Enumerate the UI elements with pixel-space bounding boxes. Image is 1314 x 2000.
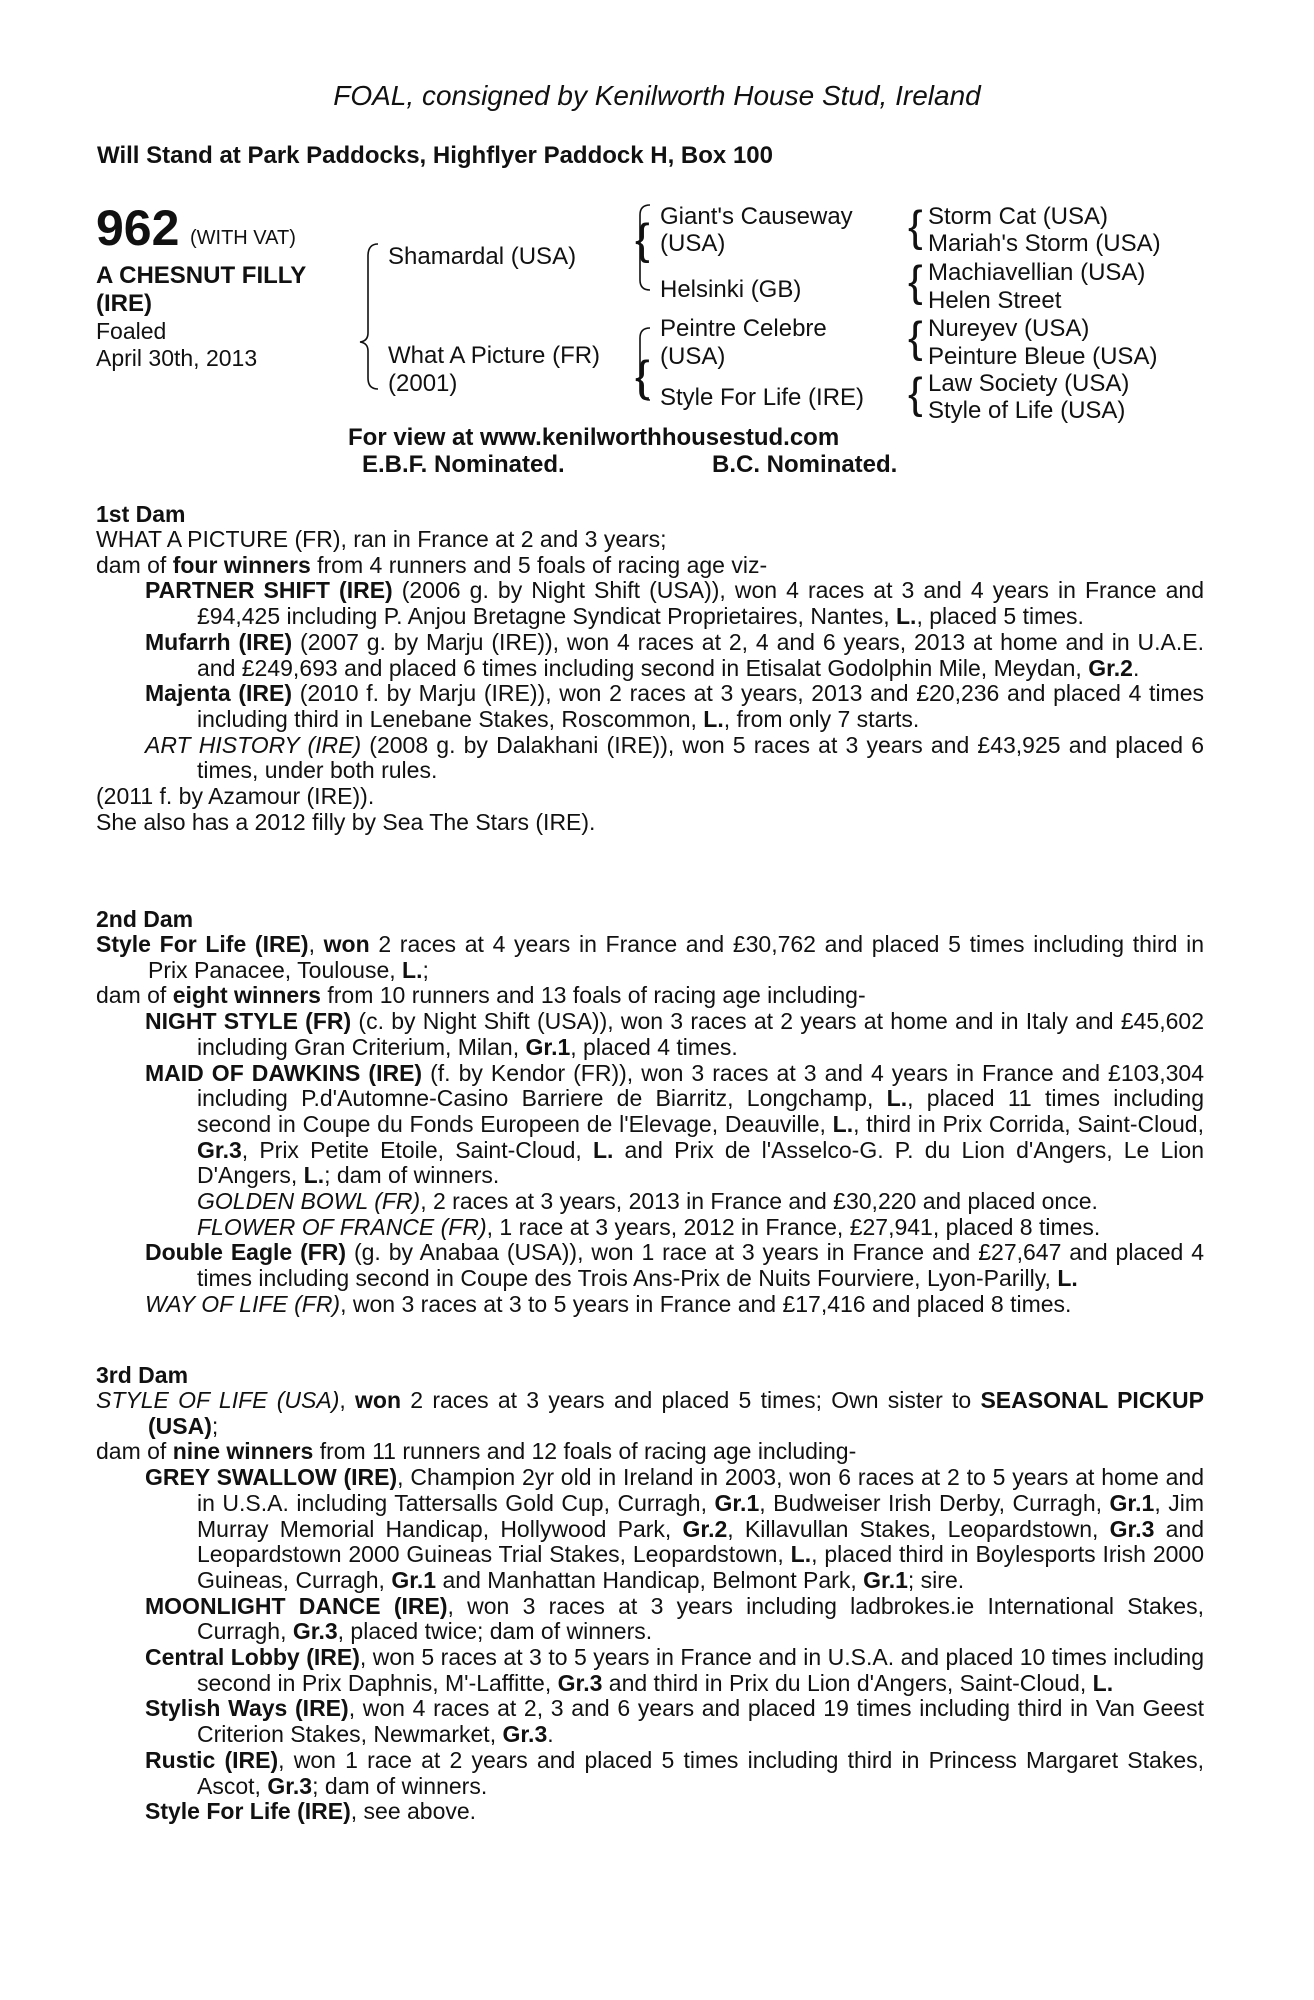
dam-name: What A Picture (FR) [388, 342, 601, 369]
brace-sire-sire: { [635, 215, 650, 264]
sire-sire-line2: (USA) [660, 230, 726, 257]
dam-sire-line2: (USA) [660, 343, 726, 370]
consignment-heading: FOAL, consigned by Kenilworth House Stud, Ireland [333, 80, 981, 111]
foaled-date: April 30th, 2013 [96, 345, 258, 371]
foaled-label: Foaled [96, 318, 167, 344]
great-grandsire-3: Nureyev (USA) [928, 315, 1090, 342]
third-dam-body: STYLE OF LIFE (USA), won 2 races at 3 years and placed 5 times; Own sister to SEASONAL PICKUP (USA); dam of nine winners from 11 runners and 12 foals of racing age including- GREY SWALLOW (IRE), Champion 2yr old in Ireland in 2003, won 6 races at 2 to 5 years at home and in U.S.A. including Tattersalls Gold Cup, Curragh, Gr.1, Budweiser Irish Derby, Curragh, Gr.1, Jim Murray Memorial Handicap, Hollywood Park, Gr.2, Killavullan Stakes, Leopardstown, Gr.3 and Leopardstown 2000 Guineas Trial Stakes, Leopardstown, L., placed third in Boylesports Irish 2000 Guineas, Curragh, Gr.1 and Manhattan Handicap, Belmont Park, Gr.1; sire. MOONLIGHT DANCE (IRE), won 3 races at 3 years including ladbrokes.ie International Stakes, Curragh, Gr.3, placed twice; dam of winners. Central Lobby (IRE), won 5 races at 3 to 5 years in France and in U.S.A. and placed 10 times including second in Prix Daphnis, M'-Laffitte, Gr.3 and third in Prix du Lion d'Angers, Saint-Cloud, L. Stylish Ways (IRE), won 4 races at 2, 3 and 6 years and placed 19 times including third in Van Geest Criterion Stakes, Newmarket, Gr.3. Rustic (IRE), won 1 race at 2 years and placed 5 times including third in Princess Margaret Stakes, Ascot, Gr.3; dam of winners. Style For Life (IRE), see above. [96, 1387, 1205, 1825]
sire-sire-line1: Giant's Causeway [660, 203, 853, 230]
produce-entry: Style For Life (IRE), see above. [145, 1798, 477, 1825]
vat-note: (WITH VAT) [190, 227, 296, 249]
first-dam-closing: She also has a 2012 filly by Sea The Stars (IRE). [96, 808, 596, 835]
lot-name-line2: (IRE) [96, 290, 152, 317]
produce-entry: Majenta (IRE) (2010 f. by Marju (IRE)), won 2 races at 3 years, 2013 and £20,236 and placed 4 times including third in Lenebane Stakes, Roscommon, L., from only 7 starts. [145, 680, 1205, 732]
first-dam-heading: 1st Dam [96, 501, 186, 527]
first-dam-intro: WHAT A PICTURE (FR), ran in France at 2 and 3 years; [96, 526, 667, 552]
produce-entry: PARTNER SHIFT (IRE) (2006 g. by Night Shift (USA)), won 4 races at 3 and 4 years in France and £94,425 including P. Anjou Bretagne Syndicat Proprietaires, Nantes, L., placed 5 times. [145, 577, 1204, 630]
brace-g2: { [908, 257, 923, 306]
lot-number: 962 [96, 200, 180, 256]
great-granddam-4: Style of Life (USA) [928, 397, 1126, 424]
dam-sire-line1: Peintre Celebre [660, 315, 827, 342]
second-dam-heading: 2nd Dam [96, 906, 194, 932]
first-dam-body: WHAT A PICTURE (FR), ran in France at 2 and 3 years; dam of four winners from 4 runners and 5 foals of racing age viz- PARTNER SHIFT (IRE) (2006 g. by Night Shift (USA)), won 4 races at 3 and 4 years in France and £94,425 including P. Anjou Bretagne Syndicat Proprietaires, Nantes, L., placed 5 times. Mufarrh (IRE) (2007 g. by Marju (IRE)), won 4 races at 2, 4 and 6 years, 2013 at home and in U.A.E. and £249,693 and placed 6 times including second in Etisalat Godolphin Mile, Meydan, Gr.2. Majenta (IRE) (2010 f. by Marju (IRE)), won 2 races at 3 years, 2013 and £20,236 and placed 4 times including third in Lenebane Stakes, Roscommon, L., from only 7 starts. ART HISTORY (IRE) (2008 g. by Dalakhani (IRE)), won 5 races at 3 years and £43,925 and placed 6 times, under both rules. (2011 f. by Azamour (IRE)). She also has a 2012 filly by Sea The Stars (IRE). [96, 526, 1205, 835]
bc-nominated: B.C. Nominated. [712, 451, 898, 478]
produce-entry: Central Lobby (IRE), won 5 races at 3 to 5 years in France and in U.S.A. and placed 10 times including second in Prix Daphnis, M'-Laffitte, Gr.3 and third in Prix du Lion d'Angers, Saint-Cloud, L. [145, 1644, 1204, 1696]
produce-entry: Stylish Ways (IRE), won 4 races at 2, 3 and 6 years and placed 19 times including third in Van Geest Criterion Stakes, Newmarket, Gr.3. [145, 1695, 1204, 1748]
produce-entry: NIGHT STYLE (FR) (c. by Night Shift (USA)), won 3 races at 2 years at home and in Italy and £45,602 including Gran Criterium, Milan, Gr.1, placed 4 times. [145, 1008, 1204, 1060]
produce-entry: MOONLIGHT DANCE (IRE), won 3 races at 3 years including ladbrokes.ie International Stakes, Curragh, Gr.3, placed twice; dam of winners. [145, 1592, 1204, 1645]
produce-entry: Rustic (IRE), won 1 race at 2 years and placed 5 times including third in Princess Margaret Stakes, Ascot, Gr.3; dam of winners. [145, 1746, 1204, 1799]
brace-dam-sire: { [635, 352, 650, 401]
produce-entry: Mufarrh (IRE) (2007 g. by Marju (IRE)), won 4 races at 2, 4 and 6 years, 2013 at home and in U.A.E. and £249,693 and placed 6 times including second in Etisalat Godolphin Mile, Meydan, Gr.2. [145, 628, 1204, 681]
produce-entry: ART HISTORY (IRE) (2008 g. by Dalakhani (IRE)), won 5 races at 3 years and £43,925 and placed 6 times, under both rules. [145, 731, 1204, 784]
produce-entry: (2011 f. by Azamour (IRE)). [96, 783, 375, 810]
great-granddam-2: Helen Street [928, 287, 1062, 314]
great-grandsire-2: Machiavellian (USA) [928, 259, 1146, 286]
produce-entry: MAID OF DAWKINS (IRE) (f. by Kendor (FR)), won 3 races at 3 and 4 years in France and £103,304 including P.d'Automne-Casino Barriere de Biarritz, Longchamp, L., placed 11 times including second in Coupe du Fonds Europeen de l'Elevage, Deauville, L., third in Prix Corrida, Saint-Cloud, Gr.3, Prix Petite Etoile, Saint-Cloud, L. and Prix de l'Asselco-G. P. du Lion d'Angers, Le Lion D'Angers, L.; dam of winners. [145, 1059, 1205, 1189]
produce-entry: Double Eagle (FR) (g. by Anabaa (USA)), won 1 race at 3 years in France and £27,647 and placed 4 times including second in Coupe des Trois Ans-Prix de Nuits Fourviere, Lyon-Parilly, L. [145, 1239, 1204, 1292]
great-granddam-1: Mariah's Storm (USA) [928, 230, 1161, 257]
produce-entry: GOLDEN BOWL (FR), 2 races at 3 years, 2013 in France and £30,220 and placed once. [197, 1188, 1098, 1215]
brace-g1: { [908, 202, 923, 251]
great-granddam-3: Peinture Bleue (USA) [928, 343, 1158, 370]
sire-dam: Helsinki (GB) [660, 276, 802, 303]
bracket-parents [360, 244, 378, 389]
second-dam-body: Style For Life (IRE), won 2 races at 4 years in France and £30,762 and placed 5 times including third in Prix Panacee, Toulouse, L.; dam of eight winners from 10 runners and 13 foals of racing age including- NIGHT STYLE (FR) (c. by Night Shift (USA)), won 3 races at 2 years at home and in Italy and £45,602 including Gran Criterium, Milan, Gr.1, placed 4 times. MAID OF DAWKINS (IRE) (f. by Kendor (FR)), won 3 races at 3 and 4 years in France and £103,304 including P.d'Automne-Casino Barriere de Biarritz, Longchamp, L., placed 11 times including second in Coupe du Fonds Europeen de l'Elevage, Deauville, L., third in Prix Corrida, Saint-Cloud, Gr.3, Prix Petite Etoile, Saint-Cloud, L. and Prix de l'Asselco-G. P. du Lion d'Angers, Le Lion D'Angers, L.; dam of winners. GOLDEN BOWL (FR), 2 races at 3 years, 2013 in France and £30,220 and placed once. FLOWER OF FRANCE (FR), 1 race at 3 years, 2012 in France, £27,941, placed 8 times. Double Eagle (FR) (g. by Anabaa (USA)), won 1 race at 3 years in France and £27,647 and placed 4 times including second in Coupe des Trois Ans-Prix de Nuits Fourviere, Lyon-Parilly, L. WAY OF LIFE (FR), won 3 races at 3 to 5 years in France and £17,416 and placed 8 times. [96, 931, 1205, 1317]
produce-entry: GREY SWALLOW (IRE), Champion 2yr old in Ireland in 2003, won 6 races at 2 to 5 years at home and in U.S.A. including Tattersalls Gold Cup, Curragh, Gr.1, Budweiser Irish Derby, Curragh, Gr.1, Jim Murray Memorial Handicap, Hollywood Park, Gr.2, Killavullan Stakes, Leopardstown, Gr.3 and Leopardstown 2000 Guineas Trial Stakes, Leopardstown, L., placed third in Boylesports Irish 2000 Guineas, Curragh, Gr.1 and Manhattan Handicap, Belmont Park, Gr.1; sire. [145, 1464, 1205, 1593]
stand-location: Will Stand at Park Paddocks, Highflyer Paddock H, Box 100 [97, 142, 773, 169]
lot-name-line1: A CHESNUT FILLY [96, 262, 307, 289]
dam-dam: Style For Life (IRE) [660, 384, 865, 411]
great-grandsire-4: Law Society (USA) [928, 370, 1130, 397]
third-dam-heading: 3rd Dam [96, 1362, 189, 1388]
sire-name: Shamardal (USA) [388, 243, 577, 270]
brace-g3: { [908, 313, 923, 362]
great-grandsire-1: Storm Cat (USA) [928, 203, 1109, 230]
brace-g4: { [908, 369, 923, 418]
produce-entry: WAY OF LIFE (FR), won 3 races at 3 to 5 years in France and £17,416 and placed 8 times. [145, 1290, 1072, 1317]
produce-entry: FLOWER OF FRANCE (FR), 1 race at 3 years, 2012 in France, £27,941, placed 8 times. [197, 1213, 1101, 1240]
view-link[interactable]: For view at www.kenilworthhousestud.com [348, 424, 840, 451]
dam-year: (2001) [388, 370, 458, 397]
ebf-nominated: E.B.F. Nominated. [362, 451, 565, 478]
